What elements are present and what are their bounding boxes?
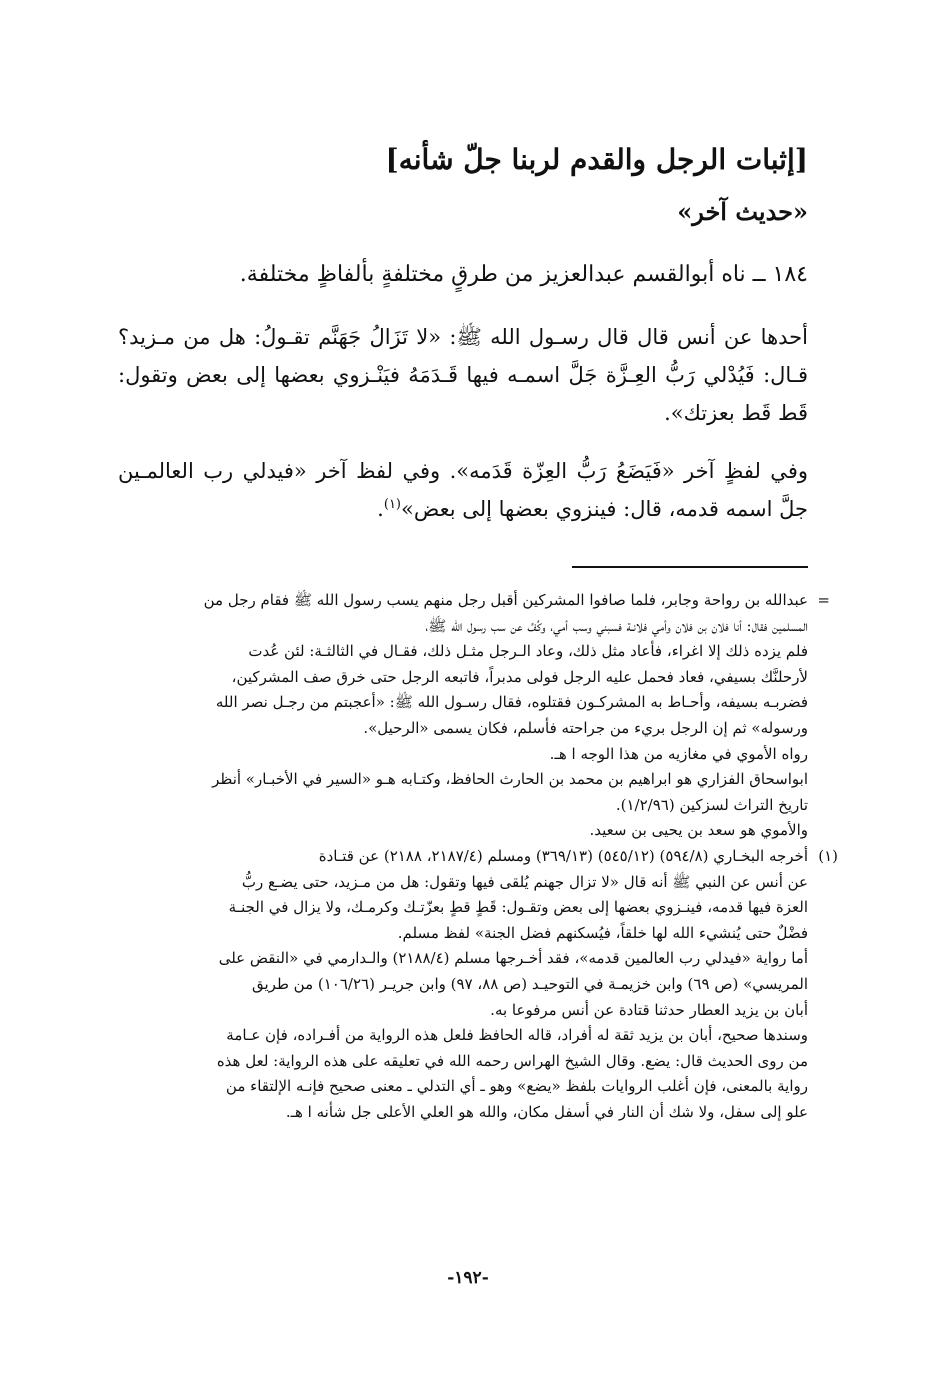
footnote-line: والأموي هو سعد بن يحيى بن سعيد. <box>589 821 808 840</box>
hadith-paragraph-2-text: وفي لفظٍ آخر «فَيَضَعُ رَبُّ العِزّة قَدَمه». وفي لفظ آخر «فيدلي رب العالمـين جلَّ اسمه قدمه، قال: فينزوي بعضها إلى بعض» <box>118 459 808 521</box>
entry-184: ١٨٤ ــ ناه أبوالقسم عبدالعزيز من طرقٍ مختلفةٍ بألفاظٍ مختلفة. <box>239 262 808 287</box>
footnote-1-marker: (١) <box>818 846 838 865</box>
footnote-line: ورسوله» ثم إن الرجل بريء من جراحته فأسلم، فكان يسمى «الرحيل». <box>363 718 808 737</box>
footnote-line: لأرحلنَّك بسيفي، فعاد فحمل عليه الرجل فولى مدبراً، فاتبعه الرجل حتى خرق صف المشركين، <box>231 667 808 686</box>
footnote-continuation <box>118 588 830 844</box>
footnote-separator <box>572 566 808 568</box>
page-number: -١٩٢- <box>447 1268 489 1288</box>
footnote-line: عن أنس عن النبي ﷺ أنه قال «لا تزال جهنم يُلقى فيها وتقول: هل من مـزيد، حتى يضـع ربُّ <box>241 872 808 891</box>
footnote-line: فضْلٌ حتى يُنشيء الله لها خلقاً، فيُسكنهم فضل الجنة» لفظ مسلم. <box>397 923 808 942</box>
footnote-line: تاريخ التراث لسزكين (١/٢/٩٦). <box>615 795 808 814</box>
hadith-paragraph-2 <box>118 452 808 528</box>
footnote-line: المسلمين فقال: أنا فلان بن فلان وأمي فلانـة فسبني وسب أمي، وكُفَّ عن سب رسول الله ﷺ، <box>425 616 808 635</box>
hadith-paragraph-1: أحدها عن أنس قال قال رسـول الله ﷺ: «لا تَزَالُ جَهَنَّم تقـولُ: هل من مـزيد؟ قـال: فَيُدْلي رَبُّ العِـزَّة جَلَّ اسمـه فيها قَـدَمَهُ فيَنْـزوي بعضها إلى بعض وتقول: قَط قَط بعزتك». <box>118 325 808 425</box>
footnote-line: رواية بالمعنى، فإن أغلب الروايات بلفظ «يضع» وهو ـ أي التدلي ـ معنى صحيح فإنـه الإلتقاء من <box>225 1077 808 1096</box>
footnote-1 <box>118 844 838 1126</box>
footnote-reference-1: (١) <box>383 497 401 512</box>
section-heading: [إثبات الرجل والقدم لربنا جلّ شأنه] <box>385 143 808 176</box>
footnote-line: علو إلى سفل، ولا شك أن النار في أسفل مكان، والله هو العلي الأعلى جل شأنه ا هـ. <box>285 1102 808 1121</box>
footnote-line: وسندها صحيح، أبان بن يزيد ثقة له أفراد، قاله الحافظ فلعل هذه الرواية من أفـراده، فإن عـامة <box>226 1026 808 1045</box>
footnote-line: أما رواية «فيدلي رب العالمين قدمه»، فقد أخـرجها مسلم (٢١٨٨/٤) والـدارمي في «النقض على <box>218 949 808 968</box>
paragraph-end-period: . <box>377 497 384 521</box>
hadith-subheading: «حديث آخر» <box>677 197 808 226</box>
footnote-line: عبدالله بن رواحة وجابر، فلما صافوا المشركين أقبل رجل منهم يسب رسول الله ﷺ فقام رجل من <box>203 591 808 609</box>
footnote-line: فلم يزده ذلك إلا اغراء، فأعاد مثل ذلك، وعاد الـرجل مثـل ذلك، فقـال في الثالثـة: لئن عُدت <box>248 642 808 661</box>
footnote-line: العزة فيها قدمه، فينـزوي بعضها إلى بعض وتقـول: قَطٍ قطٍ بعزّتـك وكرمـك، ولا يزال في الجنـة <box>228 898 808 917</box>
footnote-line: فضربـه بسيفه، وأحـاط به المشركـون فقتلوه، فقال رسـول الله ﷺ: «أعجبتم من رجـل نصر الله <box>215 693 808 712</box>
continuation-marker: = <box>817 591 830 609</box>
footnote-line: أبان بن يزيد العطار حدثنا قتادة عن أنس مرفوعا به. <box>490 1000 808 1019</box>
footnote-line: من روى الحديث قال: يضع. وقال الشيخ الهراس رحمه الله في تعليقه على هذه الرواية: لعل هذه <box>216 1051 808 1070</box>
footnote-line: المريسي» (ص ٦٩) وابن خزيمـة في التوحيـد (ص ٨٨، ٩٧) وابن جريـر (١٠٦/٢٦) من طريق <box>252 974 808 993</box>
footnotes <box>118 588 838 1125</box>
footnote-line: ابواسحاق الفزاري هو ابراهيم بن محمد بن الحارث الحافظ، وكتـابه هـو «السير في الأخبـار» أنظر <box>212 770 808 789</box>
footnote-line: رواه الأموي في مغازيه من هذا الوجه ا هـ. <box>549 744 808 763</box>
footnote-line: أخرجه البخـاري (٥٩٤/٨) (٥٤٥/١٢) (٣٦٩/١٣) ومسلم (٢١٨٧/٤، ٢١٨٨) عن قتـادة <box>318 846 808 865</box>
